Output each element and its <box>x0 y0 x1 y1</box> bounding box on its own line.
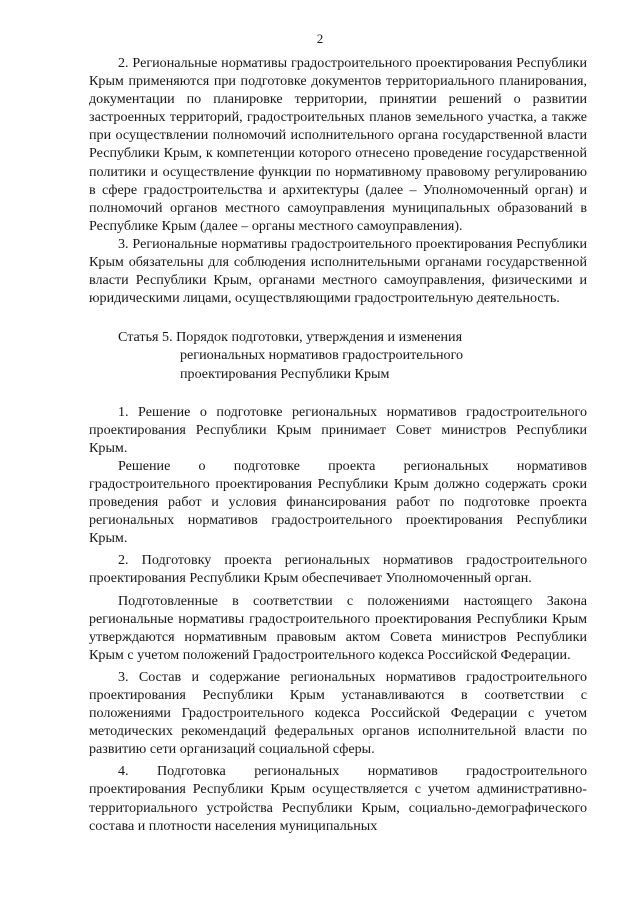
paragraph-article5-part1: 1. Решение о подготовке региональных нормативов градостроительного проектирования Республики Крым принимает Совет министров Республики Крым. <box>89 403 587 456</box>
document-body <box>89 54 587 835</box>
paragraph-article5-part2-approval: Подготовленные в соответствии с положениями настоящего Закона региональные нормативы градостроительного проектирования Республики Крым утверждаются нормативным правовым актом Совета министров Республики Крым с учетом положений Градостроительного кодекса Российской Федерации. <box>89 592 587 663</box>
paragraph-article4-part3: 3. Региональные нормативы градостроительного проектирования Республики Крым обязательны для соблюдения исполнительными органами государственной власти Республики Крым, органами местного самоуправления, физическими и юридическими лицами, осуществляющими градостроительную деятельность. <box>89 235 587 307</box>
paragraph-article5-part1-decision: Решение о подготовке проекта региональных нормативов градостроительного проектирования Республики Крым должно содержать сроки проведения работ и условия финансирования работ по подготовке проекта региональных нормативов градостроительного проектирования Республики Крым. <box>89 457 587 547</box>
article-heading-line-2: региональных нормативов градостроительного <box>180 347 464 364</box>
page-number: 2 <box>316 31 324 46</box>
paragraph-article5-part3: 3. Состав и содержание региональных нормативов градостроительного проектирования Республики Крым устанавливаются в соответствии с положениями Градостроительного кодекса Российской Федерации с учетом методических рекомендаций федеральных органов исполнительной власти по развитию сети организаций социальной сферы. <box>89 668 587 758</box>
article-heading-line-1: Статья 5. Порядок подготовки, утверждения и изменения <box>118 329 463 346</box>
paragraph-article4-part2: 2. Региональные нормативы градостроительного проектирования Республики Крым применяются при подготовке документов территориального планирования, документации по планировке территории, принятии решений о развитии застроенных территорий, градостроительных планов земельного участка, а также при осуществлении полномочий исполнительного органа государственной власти Республики Крым, к компетенции которого отнесено проведение государственной политики и осуществление функции по нормативному правовому регулированию в сфере градостроительства и архитектуры (далее – Уполномоченный орган) и полномочий органов местного самоуправления муниципальных образований в Республике Крым (далее – органы местного самоуправления). <box>89 55 587 234</box>
article-heading-line-3: проектирования Республики Крым <box>180 365 390 382</box>
paragraph-article5-part2: 2. Подготовку проекта региональных нормативов градостроительного проектирования Республики Крым обеспечивает Уполномоченный орган. <box>89 552 587 587</box>
article-heading <box>89 328 587 382</box>
paragraph-article5-part4: 4. Подготовка региональных нормативов градостроительного проектирования Республики Крым осуществляется с учетом административно-территориального устройства Республики Крым, социально-демографического состава и плотности населения муниципальных <box>89 763 587 834</box>
